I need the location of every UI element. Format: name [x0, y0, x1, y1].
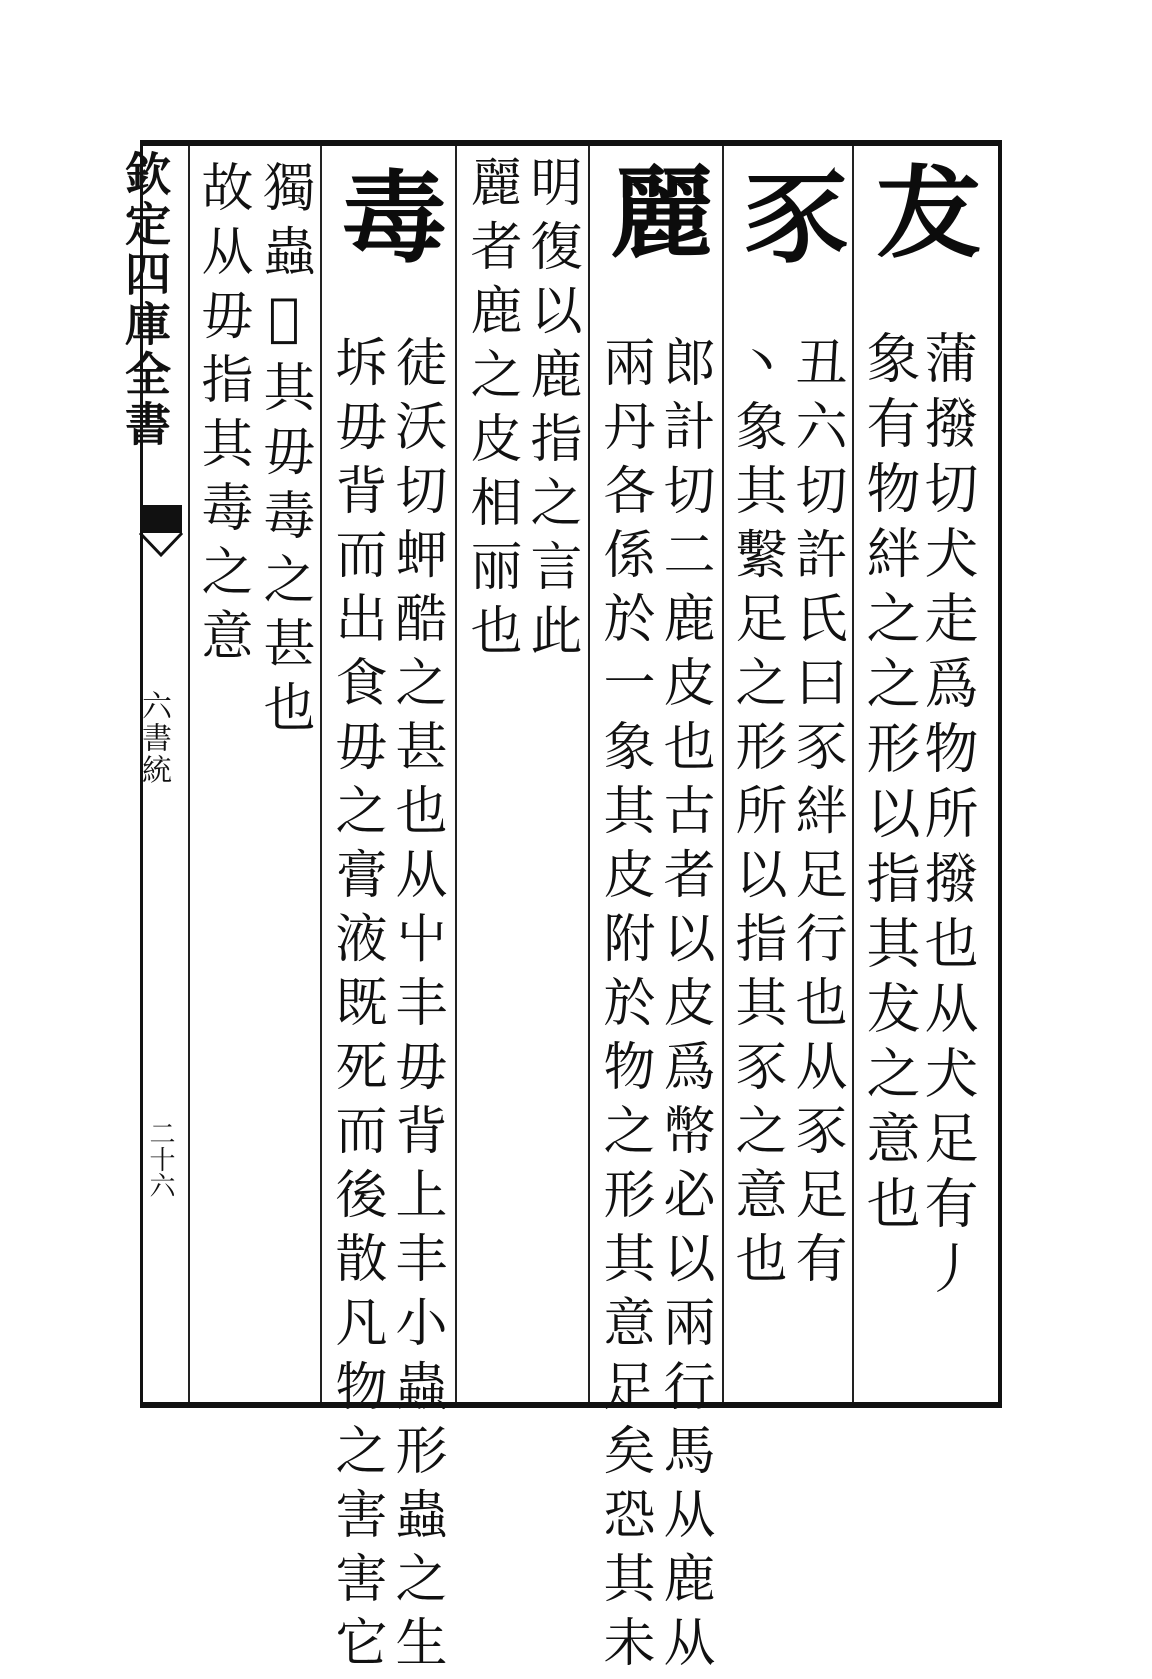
text-line: 丑六切許氏曰豕絆足行也从豕足有 — [786, 335, 846, 1295]
page-number: 二十六 — [145, 1120, 175, 1198]
fish-tail-mark-icon — [140, 505, 182, 565]
column-rule — [188, 146, 190, 1402]
seal-character: 豕 — [726, 165, 850, 265]
section-name: 六書統 — [136, 690, 171, 786]
text-line: 故从毋指其毒之意 — [192, 160, 252, 672]
text-line: 徒沃切䖬酷之甚也从屮丰毋背上丰小蟲形蟲之生 — [386, 335, 446, 1679]
seal-character: 毒 — [324, 165, 448, 265]
text-line: 丶象其繫足之形所以指其豕之意也 — [726, 335, 786, 1295]
column-rule — [320, 146, 322, 1402]
text-line: 獨蟲𨌥其毋毒之甚也 — [254, 160, 314, 744]
seal-character: 麗 — [592, 160, 716, 260]
text-line: 郎計切二鹿皮也古者以皮爲幣必以兩行馬从鹿从 — [654, 335, 714, 1679]
column-rule — [852, 146, 854, 1402]
text-line: 象有物絆之之形以指其犮之意也 — [858, 330, 921, 1240]
text-line: 兩丹各係於一象其皮附於物之形其意足矣恐其未 — [594, 335, 654, 1679]
text-line: 明復以鹿指之言此 — [521, 155, 581, 667]
column-rule — [588, 146, 590, 1402]
column-rule — [722, 146, 724, 1402]
text-line: 蒲撥切犬走爲物所撥也从犬足有丿 — [916, 330, 979, 1305]
seal-character: 犮 — [858, 160, 982, 260]
column-rule — [455, 146, 457, 1402]
book-title: 欽定四庫全書 — [118, 150, 172, 450]
text-line: 麗者鹿之皮相丽也 — [461, 155, 521, 667]
text-line: 坼毋背而出食毋之膏液既死而後散凡物之害害它 — [326, 335, 386, 1679]
